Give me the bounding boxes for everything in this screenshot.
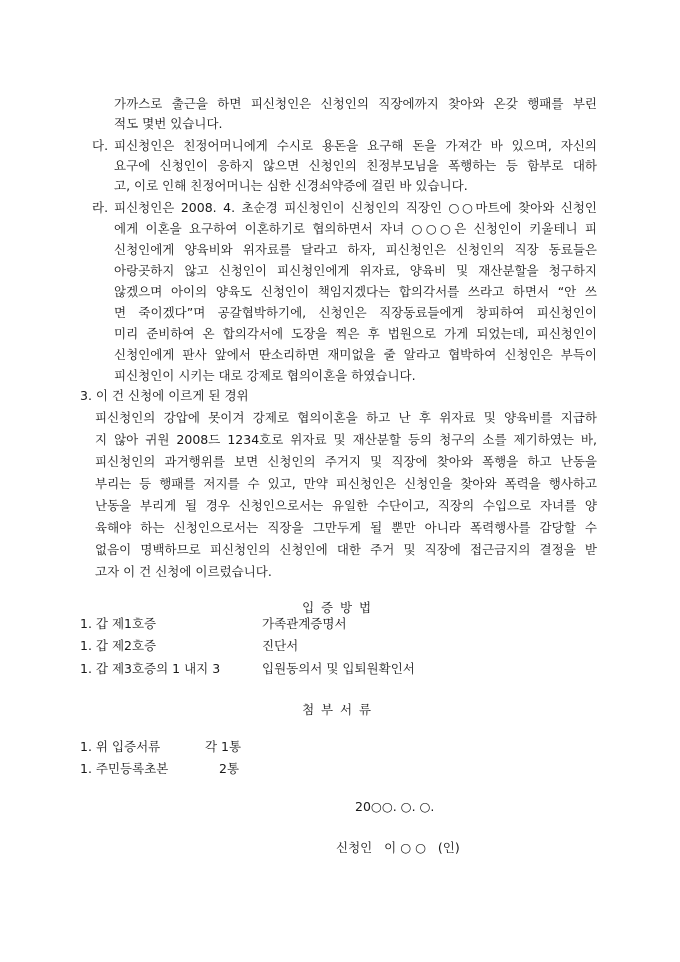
evidence-item-3-label: 1. 갑 제3호증의 1 내지 3	[80, 661, 221, 676]
item-ra-line-4: 아랑곳하지 않고 신청인이 피신청인에게 위자료, 양육비 및 재산분할을 청구하지	[114, 263, 597, 278]
item-da-line-1: 피신청인은 친정어머니에게 수시로 용돈을 요구해 돈을 가져간 바 있으며, 자신의	[114, 138, 597, 153]
document-date: 20○○. ○. ○.	[355, 799, 435, 814]
evidence-item-2-desc: 진단서	[262, 638, 299, 653]
item-da-marker: 다.	[92, 138, 109, 153]
attachment-item-1-desc: 각 1통	[205, 739, 242, 754]
item-ra-line-9: 피신청인이 시키는 대로 강제로 협의이혼을 하였습니다.	[114, 368, 416, 383]
item-da-line-2: 요구에 신청인이 응하지 않으면 신청인의 친정부모님을 폭행하는 등 함부로 대하	[114, 158, 597, 173]
item-ra-line-1: 피신청인은 2008. 4. 초순경 피신청인이 신청인의 직장인 ○○마트에 찾아와 신청인	[114, 200, 597, 215]
section-3-heading: 3. 이 건 신청에 이르게 된 경위	[80, 388, 249, 403]
section-3-line-3: 피신청인의 과거행위를 보면 신청인의 주거지 및 직장에 찾아와 폭행을 하고 난동을	[95, 454, 597, 469]
evidence-heading: 입증방법	[302, 600, 378, 615]
section-3-line-5: 난동을 부리게 될 경우 신청인으로서는 유일한 수단이고, 직장의 수입으로 자녀를 양	[95, 498, 597, 513]
section-3-line-8: 고자 이 건 신청에 이르렀습니다.	[95, 564, 272, 579]
item-ra-marker: 라.	[92, 200, 109, 215]
evidence-item-2-label: 1. 갑 제2호증	[80, 638, 157, 653]
attachments-heading: 첨부서류	[302, 702, 378, 717]
item-ra-line-7: 미리 준비하여 온 합의각서에 도장을 찍은 후 법원으로 가게 되었는데, 피신청인이	[114, 326, 597, 341]
section-3-line-6: 육해야 하는 신청인으로서는 직장을 그만두게 될 뿐만 아니라 폭력행사를 감당할 수	[95, 520, 597, 535]
item-ra-line-2: 에게 이혼을 요구하여 이혼하기로 협의하면서 자녀 ○○○은 신청인이 키울테니 피	[114, 221, 597, 236]
evidence-item-3-desc: 입원동의서 및 입퇴원확인서	[262, 661, 415, 676]
section-3-line-4: 부리는 등 행패를 저지를 수 있고, 만약 피신청인은 신청인을 찾아와 폭력을 행사하고	[95, 476, 597, 491]
item-ra-line-5: 않겠으며 아이의 양육도 신청인이 책임지겠다는 합의각서를 쓰라고 하면서 “안 쓰	[114, 284, 597, 299]
attachment-item-2-desc: 2통	[219, 761, 240, 776]
attachment-item-2-label: 1. 주민등록초본	[80, 761, 169, 776]
item-ra-line-3: 신청인에게 양육비와 위자료를 달라고 하자, 피신청인은 신청인의 직장 동료들은	[114, 242, 597, 257]
evidence-item-1-label: 1. 갑 제1호증	[80, 616, 157, 631]
item-da-line-3: 고, 이로 인해 친정어머니는 심한 신경쇠약증에 걸린 바 있습니다.	[114, 178, 468, 193]
item-ra-line-6: 면 죽이겠다”며 공갈협박하기에, 신청인은 직장동료들에게 창피하여 피신청인이	[114, 305, 597, 320]
evidence-item-1-desc: 가족관계증명서	[262, 616, 347, 631]
attachment-item-1-label: 1. 위 입증서류	[80, 739, 161, 754]
item-ra-line-8: 신청인에게 판사 앞에서 딴소리하면 재미없을 줄 알라고 협박하여 신청인은 부득이	[114, 347, 597, 362]
item-ga-line-2: 적도 몇번 있습니다.	[114, 116, 223, 131]
section-3-line-1: 피신청인의 강압에 못이겨 강제로 협의이혼을 하고 난 후 위자료 및 양육비를 지급하	[95, 410, 597, 425]
section-3-line-2: 지 않아 귀원 2008드 1234호로 위자료 및 재산분할 등의 청구의 소를 제기하였는 바,	[95, 432, 597, 447]
applicant-signature: 신청인 이 ○ ○ (인)	[336, 840, 460, 855]
section-3-line-7: 없음이 명백하므로 피신청인의 신청인에 대한 주거 및 직장에 접근금지의 결정을 받	[95, 542, 597, 557]
item-ga-line-1: 가까스로 출근을 하면 피신청인은 신청인의 직장에까지 찾아와 온갖 행패를 부린	[114, 96, 597, 111]
